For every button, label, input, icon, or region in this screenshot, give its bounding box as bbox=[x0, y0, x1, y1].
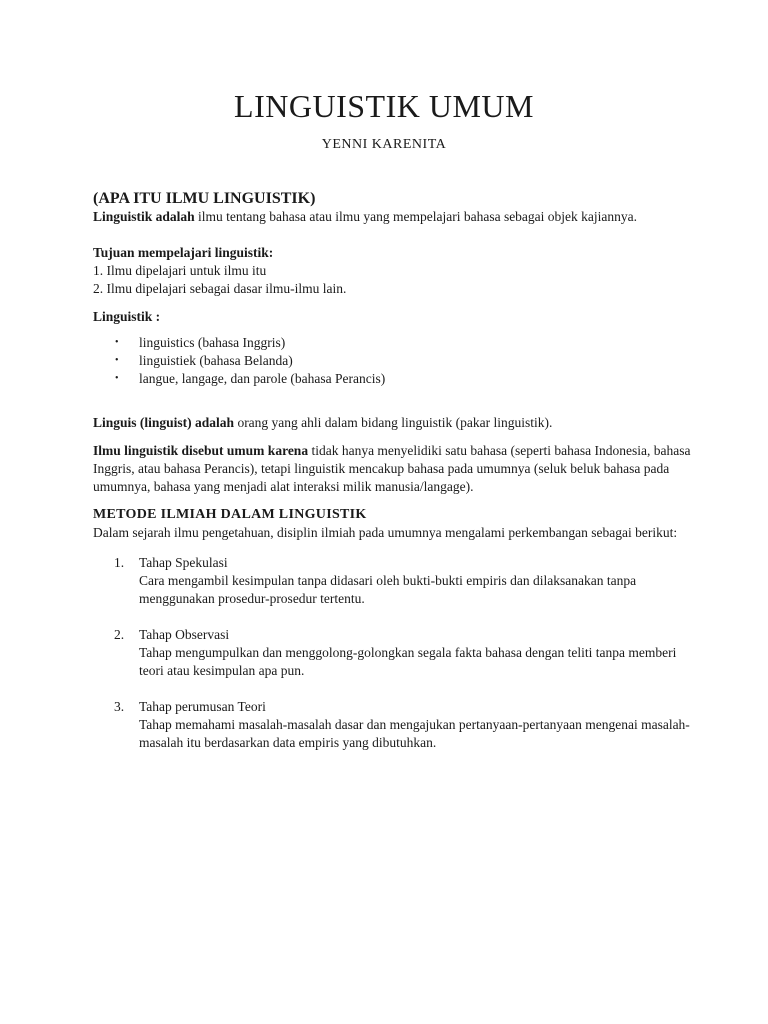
step-item bbox=[93, 626, 693, 680]
bullet-icon: • bbox=[115, 373, 119, 384]
step-description: Tahap memahami masalah-masalah dasar dan mengajukan pertanyaan-pertanyaan mengenai masalah-masalah itu berdasarkan data empiris yang dibutuhkan. bbox=[139, 717, 690, 750]
document-body bbox=[93, 190, 693, 770]
definition-term: Linguistik adalah bbox=[93, 209, 195, 224]
bullet-icon: • bbox=[115, 337, 119, 348]
tujuan-heading: Tujuan mempelajari linguistik: bbox=[93, 245, 274, 260]
document-author: YENNI KARENITA bbox=[321, 137, 447, 152]
step-number: 2. bbox=[114, 627, 125, 642]
metode-intro: Dalam sejarah ilmu pengetahuan, disiplin ilmiah pada umumnya mengalami perkembangan sebagai berikut: bbox=[93, 525, 678, 540]
definition-paragraph bbox=[93, 208, 693, 226]
list-item: • linguistiek (bahasa Belanda) bbox=[115, 353, 293, 368]
section-heading-apa-itu: (APA ITU ILMU LINGUISTIK) bbox=[93, 190, 316, 207]
linguis-paragraph: Linguis (linguist) adalah orang yang ahli dalam bidang linguistik (pakar linguistik). bbox=[93, 415, 553, 430]
steps-list bbox=[93, 554, 693, 752]
linguistik-label: Linguistik : bbox=[93, 309, 161, 324]
step-item bbox=[93, 554, 693, 608]
document-title: LINGUISTIK UMUM bbox=[234, 88, 534, 124]
step-title: Tahap Spekulasi bbox=[139, 555, 228, 570]
umum-term: Ilmu linguistik disebut umum karena bbox=[93, 443, 309, 458]
list-item: • langue, langage, dan parole (bahasa Perancis) bbox=[115, 371, 386, 386]
section-heading-metode: METODE ILMIAH DALAM LINGUISTIK bbox=[93, 507, 367, 522]
step-number: 1. bbox=[114, 555, 125, 570]
umum-paragraph: Ilmu linguistik disebut umum karena tidak hanya menyelidiki satu bahasa (seperti bahasa Indonesia, bahasa Inggris, atau bahasa Perancis), tetapi linguistik mencakup bahasa pada umumnya (seluk beluk bahasa pada umumnya, bahasa yang menjadi alat interaksi milik manusia/langage). bbox=[93, 443, 691, 494]
step-description: Tahap mengumpulkan dan menggolong-golongkan segala fakta bahasa dengan teliti tanpa memberi teori atau kesimpulan apa pun. bbox=[139, 645, 677, 678]
step-item bbox=[93, 698, 693, 752]
linguis-term: Linguis (linguist) adalah bbox=[93, 415, 235, 430]
step-title: Tahap Observasi bbox=[139, 627, 230, 642]
linguistik-terms-list bbox=[93, 334, 693, 388]
step-number: 3. bbox=[114, 699, 125, 714]
definition-text: ilmu tentang bahasa atau ilmu yang mempelajari bahasa sebagai objek kajiannya. bbox=[194, 209, 638, 224]
tujuan-item: 2. Ilmu dipelajari sebagai dasar ilmu-ilmu lain. bbox=[93, 281, 347, 296]
bullet-icon: • bbox=[115, 355, 119, 366]
tujuan-item: 1. Ilmu dipelajari untuk ilmu itu bbox=[93, 263, 267, 278]
step-description: Cara mengambil kesimpulan tanpa didasari oleh bukti-bukti empiris dan dilaksanakan tanpa menggunakan prosedur-prosedur tertentu. bbox=[139, 573, 637, 606]
list-item: • linguistics (bahasa Inggris) bbox=[115, 335, 286, 350]
step-title: Tahap perumusan Teori bbox=[139, 699, 266, 714]
